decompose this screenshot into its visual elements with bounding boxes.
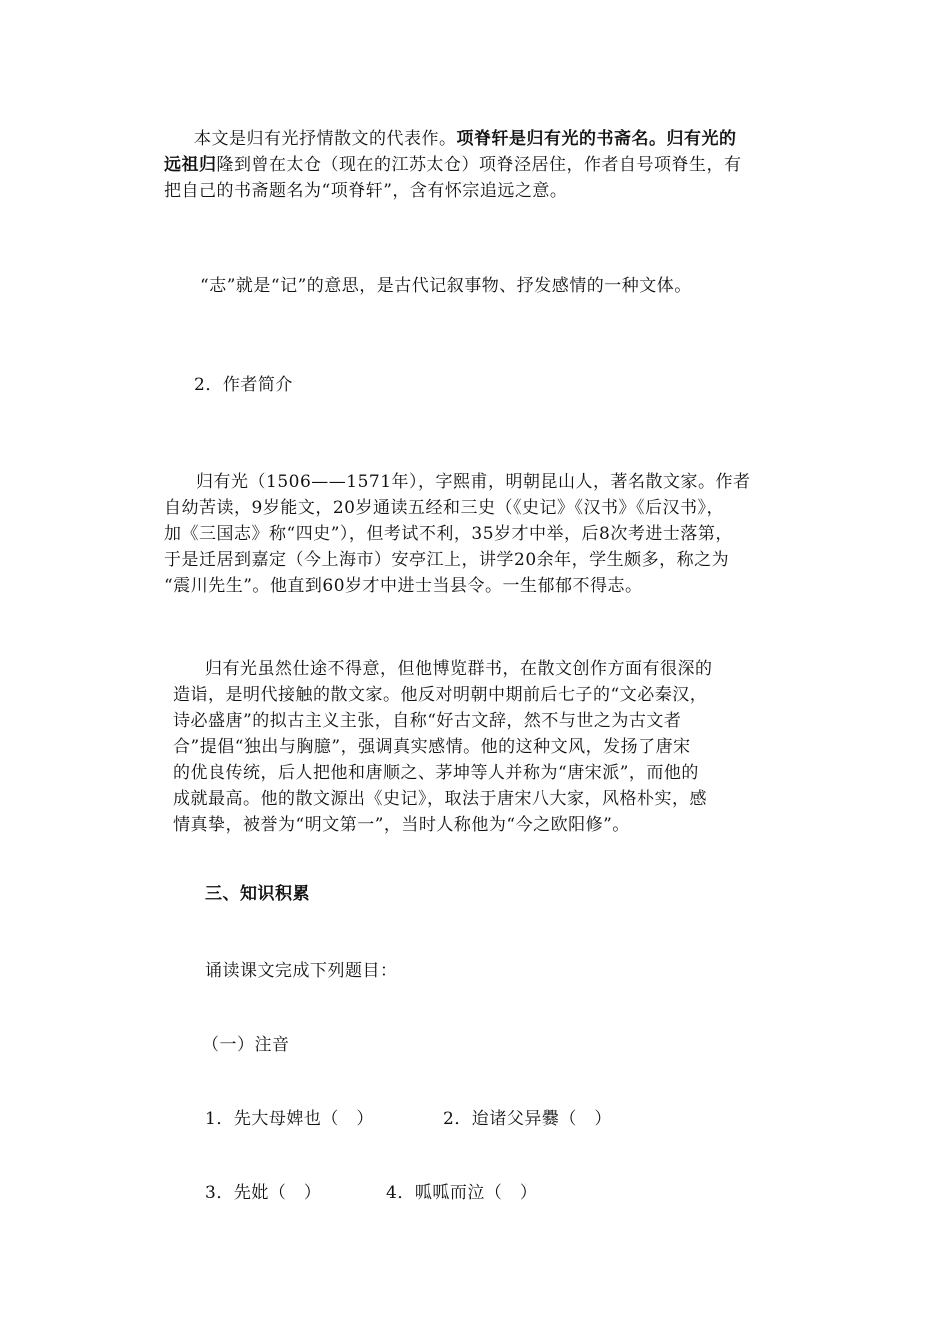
intro-line-1-text: 本文是归有光抒情散文的代表作。 <box>194 129 457 149</box>
sub-heading: （一）注音 <box>202 1035 290 1055</box>
intro-line-3: 把自己的书斋题名为“项脊轩”，含有怀宗追远之意。 <box>164 181 568 201</box>
author-style-line: 情真挚，被誉为“明文第一”，当时人称他为“今之欧阳修”。 <box>173 815 630 835</box>
author-style-line: 造诣，是明代接触的散文家。他反对明朝中期前后七子的“文必秦汉， <box>173 685 708 705</box>
section-heading: 三、知识积累 <box>205 884 310 904</box>
author-bio-line: 归有光（1506——1571年），字熙甫，明朝昆山人，著名散文家。作者 <box>196 472 751 492</box>
author-bio-line: “震川先生”。他直到60岁才中进士当县令。一生郁郁不得志。 <box>164 576 643 596</box>
intro-line-1 <box>164 126 742 152</box>
author-style-line: 诗必盛唐”的拟古主义主张，自称“好古文辞，然不与世之为古文者 <box>173 711 682 731</box>
author-bio-paragraph <box>164 469 751 599</box>
author-bio-line: 于是迁居到嘉定（今上海市）安亭江上，讲学20余年，学生颇多，称之为 <box>164 550 730 570</box>
author-style-paragraph <box>173 656 713 838</box>
intro-paragraph <box>164 126 742 204</box>
intro-line-1-emphasis: 项脊轩是归有光的书斋名。归有光的 <box>456 129 737 149</box>
intro-line-2 <box>164 152 742 178</box>
author-style-line: 归有光虽然仕途不得意，但他博览群书，在散文创作方面有很深的 <box>205 659 713 679</box>
author-style-line: 成就最高。他的散文源出《史记》，取法于唐宋八大家，风格朴实，感 <box>173 789 707 809</box>
author-bio-line: 加《三国志》称“四史”），但考试不利，35岁才中举，后8次考进士落第， <box>164 524 733 544</box>
intro-line-2-emphasis: 远祖归 <box>164 155 217 175</box>
author-bio-line: 自幼苦读，9岁能文，20岁通读五经和三史（《史记》《汉书》《后汉书》， <box>164 498 724 518</box>
intro-line-2-text: 隆到曾在太仓（现在的江苏太仓）项脊泾居住，作者自号项脊生，有 <box>216 155 742 175</box>
author-heading: 2．作者简介 <box>194 375 293 395</box>
author-style-line: 合”提倡“独出与胸臆”，强调真实感情。他的这种文风，发扬了唐宋 <box>173 737 691 757</box>
instruction-text: 诵读课文完成下列题目： <box>205 961 398 981</box>
zhi-note: “志”就是“记”的意思，是古代记叙事物、抒发感情的一种文体。 <box>200 276 692 296</box>
question-2: 2．迨诸父异爨（ ） <box>443 1109 612 1129</box>
question-4: 4．呱呱而泣（ ） <box>386 1183 538 1203</box>
question-3: 3．先妣（ ） <box>205 1183 322 1203</box>
question-1: 1．先大母婢也（ ） <box>205 1109 374 1129</box>
author-style-line: 的优良传统，后人把他和唐顺之、茅坤等人并称为“唐宋派”，而他的 <box>173 763 699 783</box>
